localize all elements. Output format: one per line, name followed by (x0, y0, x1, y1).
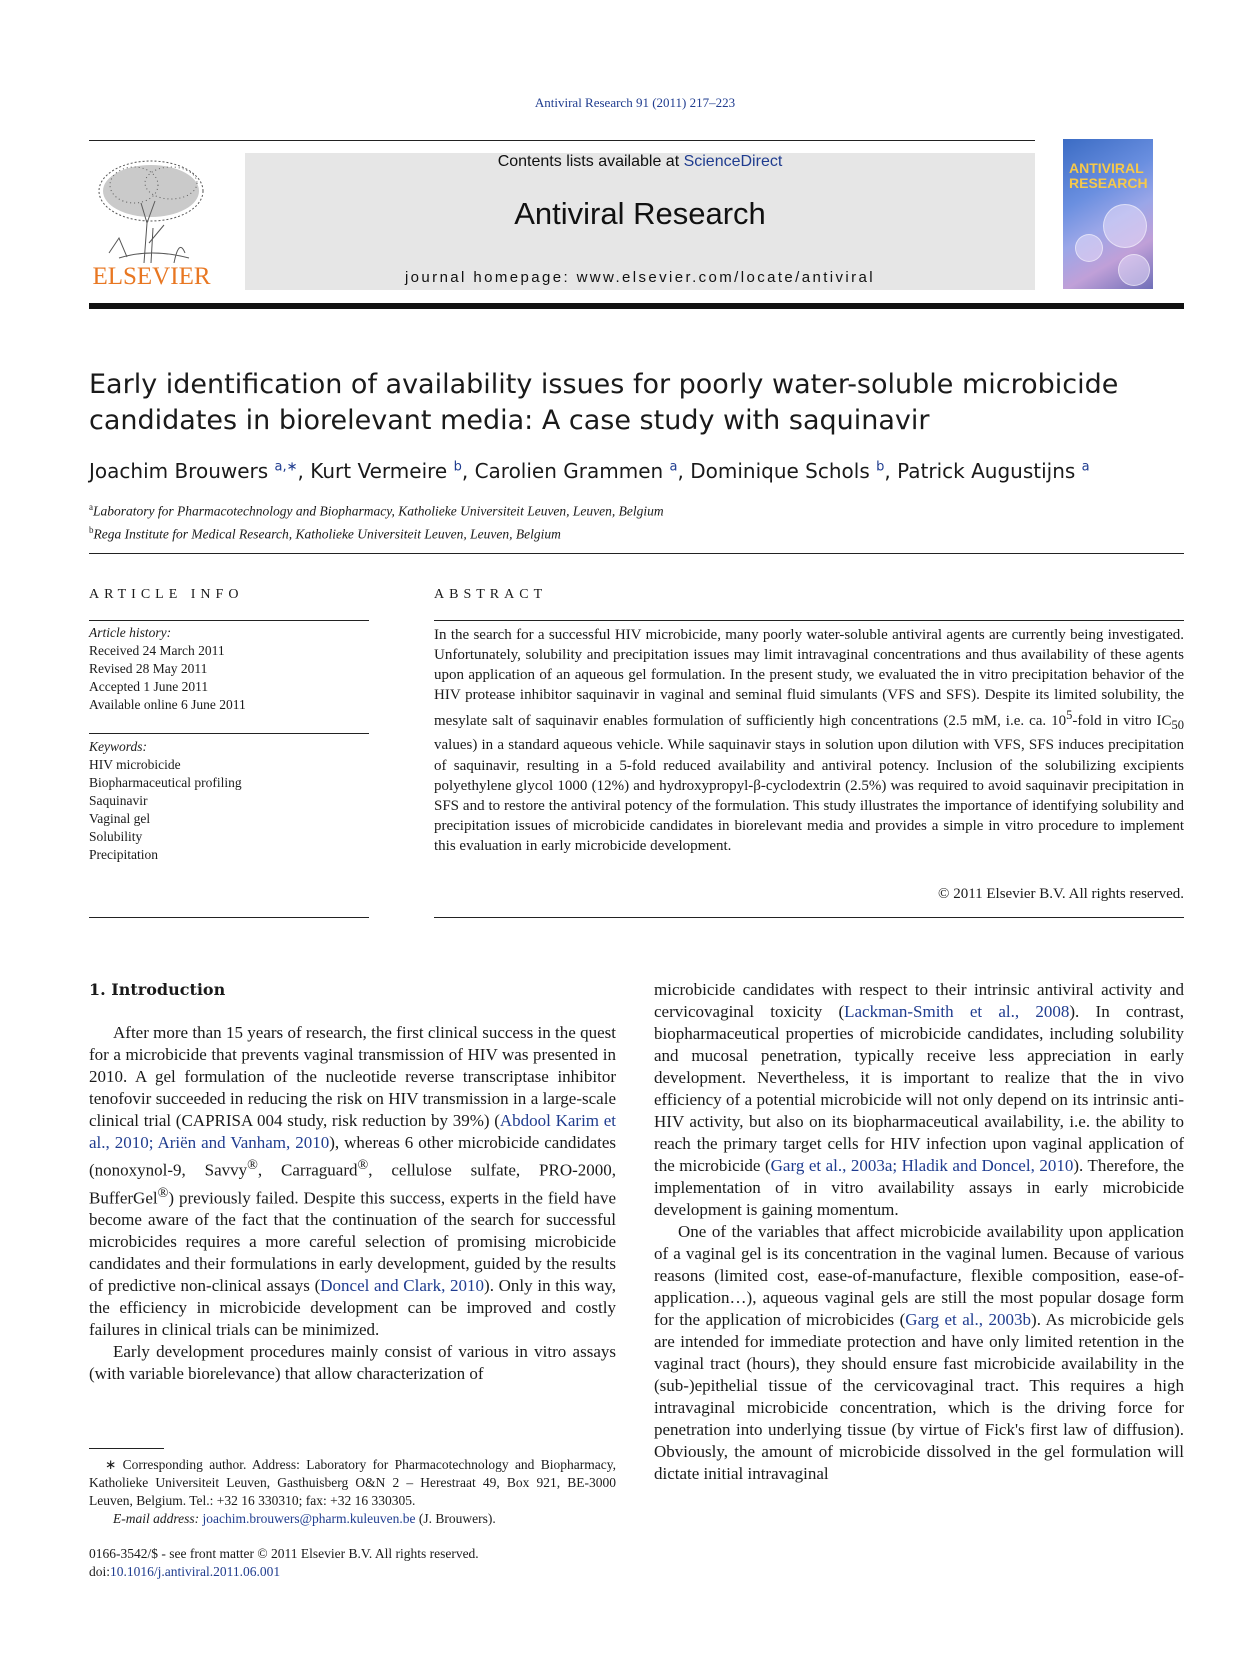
affiliation-text: Laboratory for Pharmacotechnology and Biopharmacy, Katholieke Universiteit Leuven, Leuven, Belgium (93, 503, 664, 519)
email-link[interactable]: joachim.brouwers@pharm.kuleuven.be (202, 1511, 416, 1526)
journal-cover-image (1063, 139, 1153, 289)
article-info-divider (89, 917, 369, 918)
email-label: E-mail address: (113, 1511, 203, 1526)
author-name: Dominique Schols (690, 459, 870, 483)
page-footer (89, 1545, 689, 1581)
body-paragraph (89, 1022, 616, 1341)
body-paragraph (654, 1221, 1184, 1485)
sciencedirect-link[interactable]: ScienceDirect (683, 153, 783, 170)
keyword: Saquinavir (89, 793, 148, 808)
ellipsis: … (729, 1288, 747, 1307)
body-text: microbicide candidates with respect to their intrinsic antiviral activity and cervicovaginal toxicity ( (654, 980, 1184, 1021)
abstract-subscript: 50 (1171, 718, 1185, 733)
reference-link[interactable]: Abdool Karim et al., 2010; Ariën and Vanham, 2010 (89, 1111, 616, 1152)
body-text: ), aqueous vaginal gels are still the most popular dosage form for the application of microbicides ( (654, 1288, 1184, 1329)
body-text: ), whereas 6 other microbicide candidates (nonoxynol-9, Savvy (89, 1133, 616, 1180)
affiliation-mark: a (89, 502, 93, 512)
article-info-heading: ARTICLE INFO (89, 587, 244, 602)
body-paragraph (89, 1341, 616, 1385)
body-text: , cellulose sulfate, PRO-2000, BufferGel (89, 1160, 617, 1208)
body-text: After more than 15 years of research, the first clinical success in the quest for a microbicide that prevents vaginal transmission of HIV was presented in 2010. A gel formulation of the nucleotide reverse transcriptase inhibitor tenofovir succeeded in reducing the risk on HIV transmission in a large-scale clinical trial (CAPRISA 004 study, risk reduction by 39%) ( (89, 1023, 616, 1130)
body-text: ). Only in this way, the efficiency in microbicide development can be improved and costly failures in clinical trials can be minimized. (89, 1276, 617, 1340)
author-separator: , (297, 459, 311, 483)
abstract-divider (434, 620, 1184, 621)
article-info-divider (89, 733, 369, 734)
body-text: , Carraguard (257, 1160, 358, 1180)
history-entry: Revised 28 May 2011 (89, 661, 208, 676)
author-name: Kurt Vermeire (310, 459, 448, 483)
footnote-email (89, 1510, 616, 1528)
affiliation-mark: b (89, 524, 94, 535)
header-thick-divider (89, 303, 1184, 309)
title-divider (89, 553, 1184, 554)
cover-virus-graphic (1103, 204, 1147, 248)
affiliation (89, 521, 1184, 544)
keyword: Biopharmaceutical profiling (89, 775, 242, 790)
body-text: One of the variables that affect microbicide availability upon application of a vaginal gel is its concentration in the vaginal lumen. Because of various reasons (limited cost, ease-of-manufacture, flexible composition, ease-of-application (654, 1222, 1184, 1307)
history-entry: Received 24 March 2011 (89, 643, 225, 658)
cover-virus-graphic (1118, 254, 1150, 286)
journal-name: Antiviral Research (514, 196, 766, 231)
body-text: Early development procedures mainly consist of various in vitro assays (with variable biorelevance) that allow characterization of (89, 1342, 616, 1384)
author-list (89, 459, 1184, 483)
reference-link[interactable]: Doncel and Clark, 2010 (320, 1276, 485, 1296)
journal-homepage[interactable]: journal homepage: www.elsevier.com/locate/antiviral (404, 269, 876, 286)
keywords-label: Keywords: (89, 739, 147, 754)
footnote-divider (89, 1448, 164, 1449)
issn-line: 0166-3542/$ - see front matter © 2011 Elsevier B.V. All rights reserved. (89, 1546, 479, 1561)
footnote-mark: ∗ (105, 1457, 117, 1472)
body-text: ) previously failed. Despite this success, experts in the field have become aware of the fact that the continuation of the search for successful microbicides requires a more careful selection of promising microbicide candidates and their formulations in early development, guided by the results of predictive non-clinical assays ( (89, 1188, 616, 1296)
author-name: Joachim Brouwers (89, 459, 269, 483)
history-entry: Accepted 1 June 2011 (89, 679, 209, 694)
abstract-text (434, 625, 1184, 856)
keyword: Precipitation (89, 847, 158, 862)
body-text: ). As microbicide gels are intended for immediate protection and have only limited retention in the vaginal tract (hours), they should ensure fast microbicide availability in the (sub-)epithelial tissue of the cervicovaginal tract. This requires a high intravaginal microbicide concentration, which is the driving force for penetration into underlying tissue (by virtue of Fick's first law of diffusion). Obviously, the amount of microbicide dissolved in the gel formulation will dictate initial intravaginal (654, 1310, 1185, 1483)
registered-mark: ® (157, 1184, 169, 1201)
cover-title-line1: ANTIVIRAL (1069, 160, 1144, 176)
affiliation-text: Rega Institute for Medical Research, Katholieke Universiteit Leuven, Leuven, Belgium (93, 526, 561, 541)
author-affiliation-link[interactable]: a,∗ (274, 459, 298, 475)
keyword: HIV microbicide (89, 757, 181, 772)
cover-title-line2: RESEARCH (1069, 175, 1148, 191)
doi-line (89, 1563, 689, 1581)
body-column-left (89, 1022, 616, 1385)
abstract-heading: ABSTRACT (434, 587, 548, 602)
keywords (89, 738, 369, 864)
registered-mark: ® (247, 1157, 258, 1173)
affiliation (89, 498, 1184, 521)
section-heading: 1. Introduction (89, 980, 226, 999)
contents-prefix: Contents lists available at (497, 153, 684, 170)
abstract-part: In the search for a successful HIV microbicide, many poorly water-soluble antiviral agents are currently being investigated. Unfortunately, solubility and precipitation issues may limit intravaginal concentrations and thus availability of these agents upon application of an aqueous gel formulation. In the present study, we evaluated the in vitro precipitation behavior of the HIV protease inhibitor saquinavir in vaginal and seminal fluid simulants (VFS and SFS). Despite its limited solubility, the mesylate salt of saquinavir enables formulation of sufficiently high concentrations (2.5 mM, i.e. ca. 10 (434, 627, 1184, 730)
author-separator: , (461, 459, 475, 483)
affiliations (89, 498, 1184, 543)
footnote-body: Corresponding author. Address: Laboratory for Pharmacotechnology and Biopharmacy, Katholieke Universiteit Leuven, Gasthuisberg O&N 2 – Herestraat 49, Box 921, BE-3000 Leuven, Belgium. Tel.: +32 16 330310; fax: +32 16 330305. (89, 1457, 616, 1508)
body-text: ). In contrast, biopharmaceutical properties of microbicide candidates, including solubility and mucosal penetration, typically receive less appreciation in early development. Nevertheless, it is important to realize that the in vivo efficiency of a potential microbicide will not only depend on its intrinsic anti-HIV activity, but also on its biopharmaceutical availability, i.e. the ability to reach the primary target cells for HIV infection upon vaginal application of the microbicide ( (654, 1002, 1184, 1175)
abstract-part: -fold in vitro IC (1072, 713, 1172, 730)
reference-link[interactable]: Garg et al., 2003b (905, 1310, 1032, 1329)
reference-link[interactable]: Lackman-Smith et al., 2008 (844, 1002, 1070, 1021)
header-divider (89, 140, 1035, 141)
article-history (89, 624, 369, 714)
abstract-divider (434, 917, 1184, 918)
cover-virus-graphic (1075, 234, 1103, 262)
body-column-right (654, 979, 1184, 1485)
email-suffix: (J. Brouwers). (415, 1511, 496, 1526)
author-affiliation-link[interactable]: b (453, 459, 462, 475)
abstract-part: values) in a standard aqueous vehicle. While saquinavir stays in solution upon dilution with VFS, SFS induces precipitation of saquinavir, resulting in a 5-fold reduced availability and antiviral potency. Inclusion of the solubilizing excipients polyethylene glycol 1000 (12%) and hydroxypropyl-β-cyclodextrin (2.5%) was required to avoid saquinavir precipitation in SFS and to restore the antiviral potency of the formulation. This study illustrates the importance of identifying solubility and precipitation issues of microbicide candidates in biorelevant media and provides a simple in vitro procedure to implement this evaluation in early microbicide development. (434, 737, 1184, 854)
abstract-copyright: © 2011 Elsevier B.V. All rights reserved. (938, 886, 1184, 902)
elsevier-tree-icon (89, 153, 214, 263)
author-separator: , (677, 459, 691, 483)
journal-masthead (245, 153, 1035, 290)
body-text: ). Therefore, the implementation of in vitro availability assays in early microbicide development is gaining momentum. (654, 1156, 1184, 1219)
corresponding-author-footnote (89, 1456, 616, 1528)
registered-mark: ® (357, 1157, 369, 1173)
author-affiliation-link[interactable]: a (669, 459, 678, 475)
author-name: Patrick Augustijns (897, 459, 1076, 483)
doi-link[interactable]: 10.1016/j.antiviral.2011.06.001 (110, 1564, 281, 1579)
author-affiliation-link[interactable]: a (1081, 459, 1090, 475)
elsevier-wordmark: ELSEVIER (92, 263, 211, 290)
journal-citation[interactable]: Antiviral Research 91 (2011) 217–223 (534, 95, 736, 110)
article-title: Early identification of availability issues for poorly water-soluble microbicide candidates in biorelevant media: A case study with saquinavir (89, 369, 1119, 436)
author-affiliation-link[interactable]: b (876, 459, 885, 475)
elsevier-logo (89, 153, 214, 291)
contents-line (245, 153, 1035, 171)
author-separator: , (884, 459, 898, 483)
reference-link[interactable]: Garg et al., 2003a; Hladik and Doncel, 2010 (770, 1156, 1074, 1175)
history-label: Article history: (89, 625, 172, 640)
author-name: Carolien Grammen (474, 459, 664, 483)
keyword: Vaginal gel (89, 811, 151, 826)
keyword: Solubility (89, 829, 143, 844)
doi-label: doi: (89, 1564, 111, 1579)
footnote-text (89, 1456, 616, 1510)
abstract-superscript: 5 (1066, 708, 1073, 723)
article-info-divider (89, 620, 369, 621)
cover-title (1069, 161, 1148, 191)
body-paragraph (654, 979, 1184, 1221)
history-entry: Available online 6 June 2011 (89, 697, 246, 712)
